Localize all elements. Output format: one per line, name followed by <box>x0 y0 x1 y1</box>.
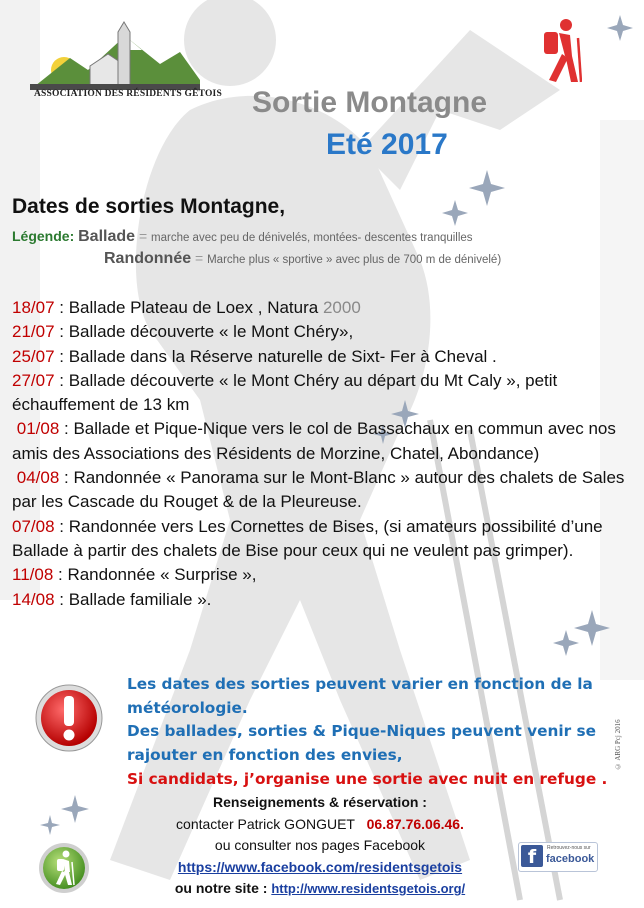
schedule-item: 21/07 : Ballade découverte « le Mont Chéry», <box>12 322 354 342</box>
schedule-date: 14/08 <box>12 589 55 609</box>
schedule-text: Ballade et Pique-Nique vers le col de Bassachaux en commun avec nos amis des Associations des Résidents de Morzine, Chatel, Abondance) <box>12 419 616 463</box>
facebook-prefix: ou consulter nos pages Facebook <box>214 837 426 853</box>
contact-block <box>130 792 510 900</box>
schedule-item: 07/08 : Randonnée vers Les Cornettes de Bises, (si amateurs possibilité d’une Ballade à partir des chalets de Bise pour ceux qui ne veulent pas grimper). <box>12 516 603 560</box>
association-logo <box>30 18 222 106</box>
facebook-badge-name: facebook <box>546 853 595 865</box>
legend-row-randonnee <box>104 250 501 268</box>
logo-text: ASSOCIATION DES RÉSIDENTS GÊTOIS <box>34 89 222 99</box>
schedule-text: Randonnée « Surprise », <box>67 565 257 585</box>
note-extra-outings: Des ballades, sorties & Pique-Niques peuvent venir se rajouter en fonction des envies, <box>127 722 596 765</box>
note-refuge: Si candidats, j’organise une sortie avec nuit en refuge . <box>127 769 608 788</box>
note-weather: Les dates des sorties peuvent varier en fonction de la météorologie. <box>127 675 593 717</box>
schedule-item: 27/07 : Ballade découverte « le Mont Chéry au départ du Mt Caly », petit échauffement de 13 km <box>12 370 558 415</box>
site-link[interactable]: http://www.residentsgetois.org/ <box>271 881 466 896</box>
schedule-date: 04/08 <box>16 468 60 488</box>
legend-term: Randonnée <box>104 250 192 267</box>
schedule-text: Ballade découverte « le Mont Chéry au départ du Mt Caly », petit échauffement de 13 km <box>12 370 558 415</box>
legend-description: Marche plus « sportive » avec plus de 700 m de dénivelé) <box>207 254 502 266</box>
legend-row-ballade <box>12 228 473 246</box>
copyright-text: © ARG Pcj 2016 <box>614 719 622 770</box>
schedule-text: Ballade dans la Réserve naturelle de Sixt- Fer à Cheval . <box>68 346 497 366</box>
schedule-item: 18/07 : Ballade Plateau de Loex , Natura 2000 <box>12 298 361 317</box>
schedule-date: 27/07 <box>12 370 55 390</box>
phone-number: 06.87.76.06.46. <box>366 815 464 832</box>
facebook-link[interactable]: https://www.facebook.com/residentsgetois <box>177 858 463 875</box>
schedule-item: 25/07 : Ballade dans la Réserve naturelle de Sixt- Fer à Cheval . <box>12 346 497 366</box>
schedule-extra: 2000 <box>322 298 361 317</box>
notes-block <box>127 673 632 792</box>
title-sortie-montagne: Sortie Montagne <box>252 86 488 119</box>
site-line <box>130 878 510 900</box>
schedule-date: 01/08 <box>16 419 60 439</box>
schedule-text: Randonnée vers Les Cornettes de Bises, (si amateurs possibilité d’une Ballade à partir des chalets de Bise pour ceux qui ne veulent pas grimper). <box>12 516 603 560</box>
hiker-icon <box>540 18 582 84</box>
legend-term: Ballade <box>78 228 136 245</box>
contact-prefix: contacter Patrick GONGUET <box>176 815 355 832</box>
legend-separator: = <box>138 228 148 244</box>
contact-line <box>130 814 510 836</box>
schedule-date: 25/07 <box>12 346 55 366</box>
schedule-date: 21/07 <box>12 322 55 342</box>
legend-separator: = <box>195 250 204 266</box>
schedule-list <box>12 296 637 612</box>
schedule-item: 04/08 : Randonnée « Panorama sur le Mont-Blanc » autour des chalets de Sales par les Cascade du Rouget & de la Pleureuse. <box>12 468 625 512</box>
legend-label: Légende: <box>12 228 75 244</box>
schedule-item: 14/08 : Ballade familiale ». <box>12 589 212 609</box>
schedule-date: 18/07 <box>12 298 55 317</box>
schedule-text: Ballade familiale ». <box>68 589 212 609</box>
facebook-badge[interactable] <box>518 842 598 872</box>
schedule-item: 01/08 : Ballade et Pique-Nique vers le col de Bassachaux en commun avec nos amis des Associations des Résidents de Morzine, Chatel, Abondance) <box>12 419 616 463</box>
legend-description: marche avec peu de dénivelés, montées- descentes tranquilles <box>151 232 473 244</box>
schedule-date: 11/08 <box>12 565 54 585</box>
title-ete-2017: Eté 2017 <box>326 128 448 161</box>
schedule-text: Randonnée « Panorama sur le Mont-Blanc » autour des chalets de Sales par les Cascade du Rouget & de la Pleureuse. <box>12 468 625 512</box>
schedule-item: 11/08 : Randonnée « Surprise », <box>12 565 257 585</box>
schedule-text: Ballade Plateau de Loex , Natura <box>68 298 319 317</box>
schedule-date: 07/08 <box>12 516 55 536</box>
dates-heading: Dates de sorties Montagne, <box>12 195 286 218</box>
facebook-icon: f <box>521 845 543 867</box>
schedule-text: Ballade découverte « le Mont Chéry», <box>68 322 354 342</box>
contact-heading: Renseignements & réservation : <box>213 794 427 810</box>
hiking-badge-icon <box>38 842 90 894</box>
warning-icon <box>34 683 104 753</box>
facebook-badge-subtitle: Retrouvez-nous sur <box>547 845 591 851</box>
site-prefix: ou notre site : <box>174 880 268 896</box>
